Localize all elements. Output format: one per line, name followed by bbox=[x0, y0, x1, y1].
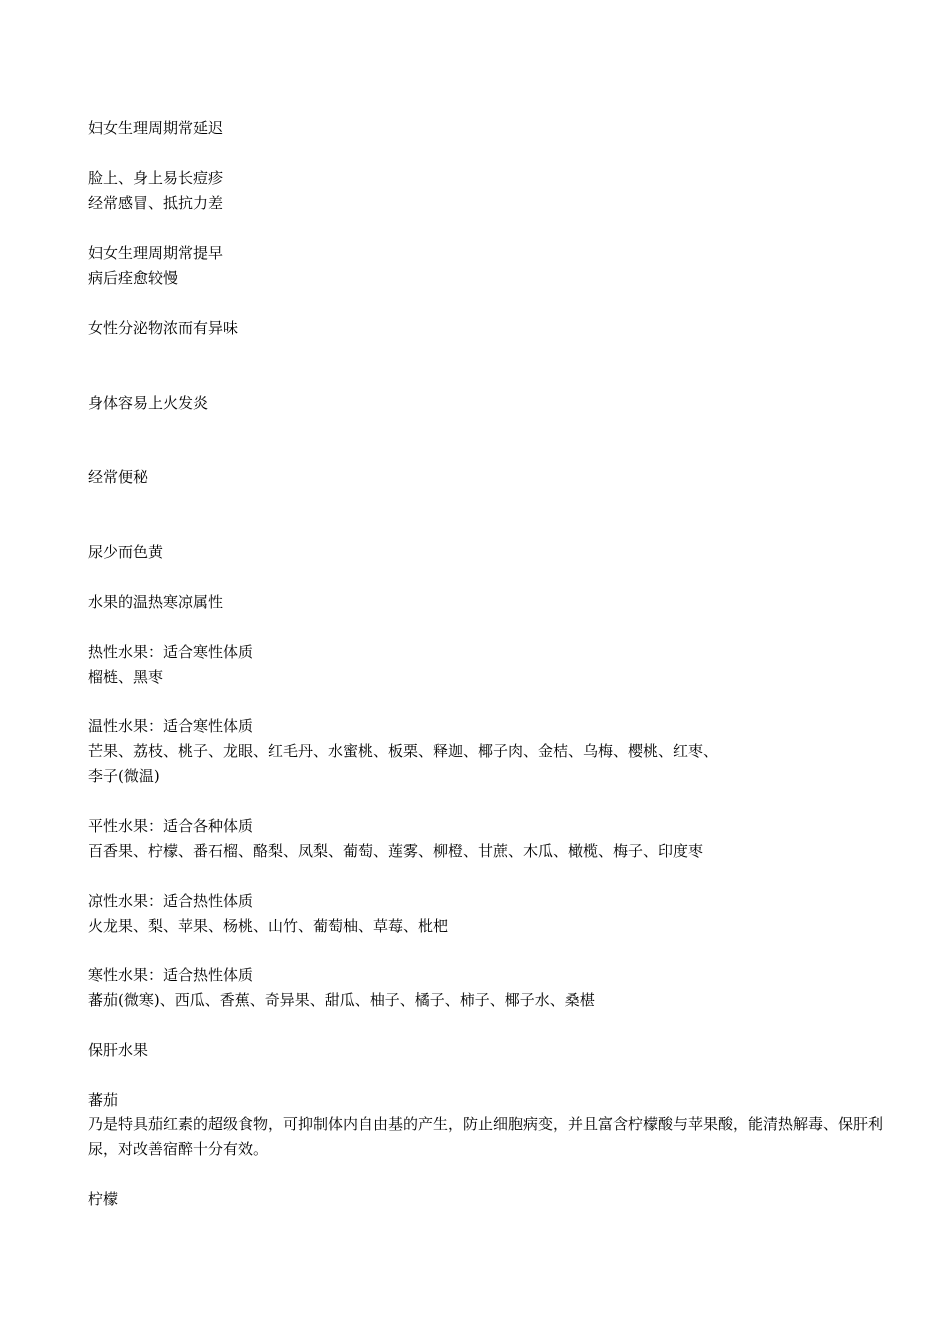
symptom-line: 妇女生理周期常提早 bbox=[88, 244, 224, 262]
symptom-line: 尿少而色黄 bbox=[88, 543, 164, 561]
symptom-line: 妇女生理周期常延迟 bbox=[88, 119, 224, 137]
category-fruits-cool: 火龙果、梨、苹果、杨桃、山竹、葡萄柚、草莓、枇杷 bbox=[88, 917, 449, 935]
symptom-line: 经常便秘 bbox=[88, 468, 149, 486]
symptom-line: 经常感冒、抵抗力差 bbox=[88, 194, 224, 212]
category-fruits-warm: 芒果、荔枝、桃子、龙眼、红毛丹、水蜜桃、板栗、释迦、椰子肉、金桔、乌梅、樱桃、红枣、 bbox=[88, 742, 719, 760]
category-heading-cold: 寒性水果：适合热性体质 bbox=[88, 966, 254, 984]
category-fruits-hot: 榴梿、黑枣 bbox=[88, 668, 164, 686]
category-heading-cool: 凉性水果：适合热性体质 bbox=[88, 892, 254, 910]
category-heading-neutral: 平性水果：适合各种体质 bbox=[88, 817, 254, 835]
symptom-line: 病后痊愈较慢 bbox=[88, 269, 179, 287]
lemon-name: 柠檬 bbox=[88, 1190, 119, 1208]
tomato-name: 蕃茄 bbox=[88, 1091, 119, 1109]
liver-section-title: 保肝水果 bbox=[88, 1041, 149, 1059]
category-heading-warm: 温性水果：适合寒性体质 bbox=[88, 717, 254, 735]
symptom-line: 女性分泌物浓而有异味 bbox=[88, 319, 239, 337]
category-fruits-cold: 蕃茄(微寒)、西瓜、香蕉、奇异果、甜瓜、柚子、橘子、柿子、椰子水、桑椹 bbox=[88, 991, 595, 1009]
category-fruits-neutral: 百香果、柠檬、番石榴、酪梨、凤梨、葡萄、莲雾、柳橙、甘蔗、木瓜、橄榄、梅子、印度枣 bbox=[88, 842, 704, 860]
category-heading-hot: 热性水果：适合寒性体质 bbox=[88, 643, 254, 661]
category-fruits-warm-cont: 李子(微温) bbox=[88, 767, 160, 785]
symptom-line: 脸上、身上易长痘疹 bbox=[88, 169, 224, 187]
section-title: 水果的温热寒凉属性 bbox=[88, 593, 224, 611]
symptom-line: 身体容易上火发炎 bbox=[88, 394, 209, 412]
tomato-description: 乃是特具茄红素的超级食物，可抑制体内自由基的产生，防止细胞病变，并且富含柠檬酸与苹果酸，能清热解毒、保肝利尿，对改善宿醉十分有效。 bbox=[88, 1115, 884, 1158]
